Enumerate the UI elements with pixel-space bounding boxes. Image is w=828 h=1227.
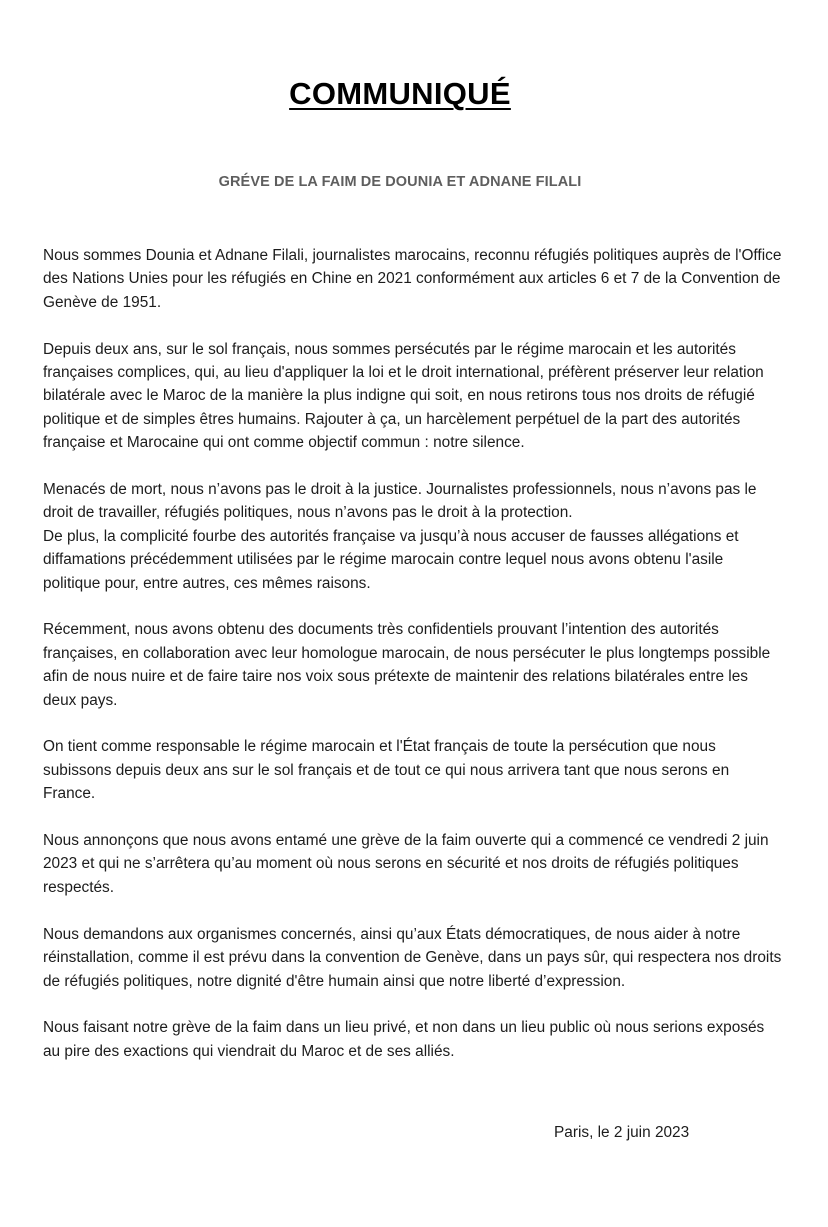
document-body: [43, 244, 783, 1087]
paragraph-location: Nous faisant notre grève de la faim dans un lieu privé, et non dans un lieu public où nous serions exposés au pire des exactions qui viendrait du Maroc et de ses alliés.: [43, 1019, 765, 1060]
paragraph-intro: Nous sommes Dounia et Adnane Filali, journalistes marocains, reconnu réfugiés politiques auprès de l'Office des Nations Unies pour les réfugiés en Chine en 2021 conformément aux articles 6 et 7 de la Convention de Genève de 1951.: [43, 247, 782, 311]
paragraph-hunger-strike: Nous annonçons que nous avons entamé une grève de la faim ouverte qui a commencé ce vendredi 2 juin 2023 et qui ne s’arrêtera qu’au moment où nous serons en sécurité et nos droits de réfugiés politiques respectés.: [43, 832, 769, 896]
paragraph-complicity: De plus, la complicité fourbe des autorités française va jusqu’à nous accuser de fausses allégations et diffamations précédemment utilisées par le régime marocain contre lequel nous avons obtenu l'asile politique pour, entre autres, ces mêmes raisons.: [43, 527, 739, 592]
page-title: COMMUNIQUÉ: [289, 76, 511, 111]
paragraph-documents: Récemment, nous avons obtenu des documents très confidentiels prouvant l’intention des autorités françaises, en collaboration avec leur homologue marocain, de nous persécuter le plus longtemps possible afin de nous nuire et de faire taire nos voix sous prétexte de maintenir des relations bilatérales entre les deux pays.: [43, 621, 771, 709]
paragraph-request: Nous demandons aux organismes concernés, ainsi qu’aux États démocratiques, de nous aider à notre réinstallation, comme il est prévu dans la convention de Genève, dans un pays sûr, qui respectera nos droits de réfugiés politiques, notre dignité d'être humain ainsi que notre liberté d’expression.: [43, 925, 782, 990]
paragraph-persecution: Depuis deux ans, sur le sol français, nous sommes persécutés par le régime marocain et les autorités françaises complices, qui, au lieu d'appliquer la loi et le droit international, préfèrent préserver leur relation bilatérale avec le Maroc de la manière la plus indigne qui soit, en nous retirons tous nos droits de réfugié politique et de simples êtres humains. Rajouter à ça, un harcèlement perpétuel de la part des autorités française et Marocaine qui ont comme objectif commun : notre silence.: [43, 340, 764, 452]
paragraph-threats: Menacés de mort, nous n’avons pas le droit à la justice. Journalistes professionnels, nous n’avons pas le droit de travailler, réfugiés politiques, nous n’avons pas le droit à la protection.: [43, 481, 757, 522]
signoff-date: Paris, le 2 juin 2023: [554, 1124, 690, 1141]
paragraph-responsibility: On tient comme responsable le régime marocain et l'État français de toute la persécution que nous subissons depuis deux ans sur le sol français et de tout ce qui nous arrivera tant que nous serons en France.: [43, 738, 730, 803]
document-subtitle: GRÉVE DE LA FAIM DE DOUNIA ET ADNANE FILALI: [218, 174, 582, 190]
